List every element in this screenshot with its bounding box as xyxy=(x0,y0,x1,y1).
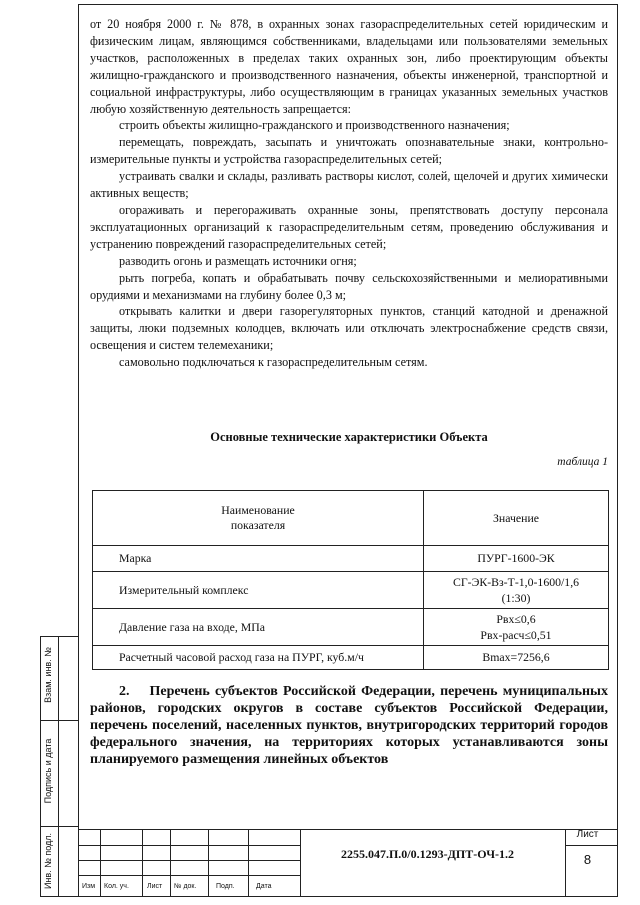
col-doc: № док. xyxy=(174,883,197,890)
paragraph: разводить огонь и размещать источники огня; xyxy=(119,253,357,268)
titleblock-col xyxy=(208,829,209,897)
titleblock-col xyxy=(248,829,249,897)
titleblock-row xyxy=(78,860,300,861)
side-stamp-sep xyxy=(40,720,78,721)
table-row xyxy=(93,646,609,670)
titleblock-col xyxy=(300,829,301,897)
paragraph: строить объекты жилищно-гражданского и производственного назначения; xyxy=(119,118,510,133)
document-number: 2255.047.П.0/0.1293-ДПТ-ОЧ-1.2 xyxy=(340,847,515,861)
col-count: Кол. уч. xyxy=(104,883,129,890)
table-row xyxy=(93,609,609,646)
specs-table xyxy=(92,490,609,670)
titleblock-row xyxy=(78,845,300,846)
cell-name: Измерительный комплекс xyxy=(93,572,424,609)
header-name-line2: показателя xyxy=(230,518,286,532)
paragraph: устраивать свалки и склады, разливать растворы кислот, солей, щелочей и других химически активных веществ; xyxy=(90,169,608,201)
header-name xyxy=(93,491,424,546)
sheet-number: 8 xyxy=(583,852,592,867)
header-value: Значение xyxy=(424,491,609,546)
cell-name: Давление газа на входе, МПа xyxy=(93,609,424,646)
section-heading xyxy=(90,683,608,768)
titleblock-col xyxy=(100,829,101,897)
value-line: Pвх-расч≤0,51 xyxy=(480,628,552,642)
frame-right xyxy=(617,4,618,897)
sheet-label-sep xyxy=(565,845,618,846)
titleblock-row xyxy=(78,875,300,876)
replace-inv-label: Взам. инв. № xyxy=(43,647,53,703)
table-row xyxy=(93,546,609,572)
frame-left xyxy=(78,4,79,897)
titleblock-top xyxy=(78,829,618,830)
frame-top xyxy=(78,4,618,5)
cell-value: Bmax=7256,6 xyxy=(424,646,609,670)
cell-name: Марка xyxy=(93,546,424,572)
value-line: СГ-ЭК-Вз-Т-1,0-1600/1,6 xyxy=(452,575,580,589)
orig-inv-label: Инв. № подл. xyxy=(43,832,53,890)
col-sign: Подп. xyxy=(216,883,235,890)
side-stamp-inner xyxy=(58,636,59,897)
cell-value xyxy=(424,572,609,609)
signature-date-label: Подпись и дата xyxy=(43,738,53,804)
section-text: Перечень субъектов Российской Федерации, перечень муниципальных районов, городских округов в составе субъектов Российской Федерации, перечень поселений, населенных пунктов, внутригородских территорий городов федерального значения, на территориях которых устанавливаются зоны планируемого размещения линейных объектов xyxy=(90,684,608,767)
table-header-row xyxy=(93,491,609,546)
col-date: Дата xyxy=(256,883,272,890)
titleblock-col xyxy=(170,829,171,897)
col-rev: Изм xyxy=(82,883,96,890)
section-number: 2. xyxy=(119,684,130,699)
sheet-label: Лист xyxy=(576,829,599,840)
paragraph: открывать калитки и двери газорегуляторных пунктов, станций катодной и дренажной защиты, люки подземных колодцев, включать или отключать электроснабжение средств связи, освещения и систем телемеханики; xyxy=(90,304,608,353)
col-sheet: Лист xyxy=(147,883,163,890)
value-line: (1:30) xyxy=(501,591,531,605)
paragraph: перемещать, повреждать, засыпать и уничтожать опознавательные знаки, контрольно-измерительные пункты и устройства газораспределительных сетей; xyxy=(90,135,608,167)
titleblock-col xyxy=(142,829,143,897)
paragraph: рыть погреба, копать и обрабатывать почву сельскохозяйственными и мелиоративными орудиями и механизмами на глубину более 0,3 м; xyxy=(90,270,608,302)
header-name-line1: Наименование xyxy=(221,503,295,517)
cell-value: ПУРГ-1600-ЭК xyxy=(424,546,609,572)
side-stamp-outer xyxy=(40,636,41,897)
body-text xyxy=(90,16,608,371)
table-title: Основные технические характеристики Объекта xyxy=(210,430,488,444)
value-line: Pвх≤0,6 xyxy=(496,612,536,626)
cell-value xyxy=(424,609,609,646)
paragraph: от 20 ноября 2000 г. № 878, в охранных зонах газораспределительных сетей юридическим и физическим лицам, являющимся собственниками, владельцами или пользователями земельных участков, расположенных в пределах таких охранных зон, либо проектирующим объекты жилищно-гражданского и производственного назначения, объекты инженерной, транспортной и социальной инфраструктуры, либо осуществляющим в границах указанных земельных участков любую хозяйственную деятельность запрещается: xyxy=(90,17,608,116)
cell-name: Расчетный часовой расход газа на ПУРГ, куб.м/ч xyxy=(93,646,424,670)
frame-bottom xyxy=(40,896,618,897)
table-caption: таблица 1 xyxy=(557,456,608,468)
paragraph: огораживать и перегораживать охранные зоны, препятствовать доступу персонала эксплуатационных организаций к газораспределительным сетям, проведению обслуживания и устранению повреждений газораспределительных сетей; xyxy=(90,202,608,251)
table-row xyxy=(93,572,609,609)
paragraph: самовольно подключаться к газораспределительным сетям. xyxy=(119,355,428,370)
